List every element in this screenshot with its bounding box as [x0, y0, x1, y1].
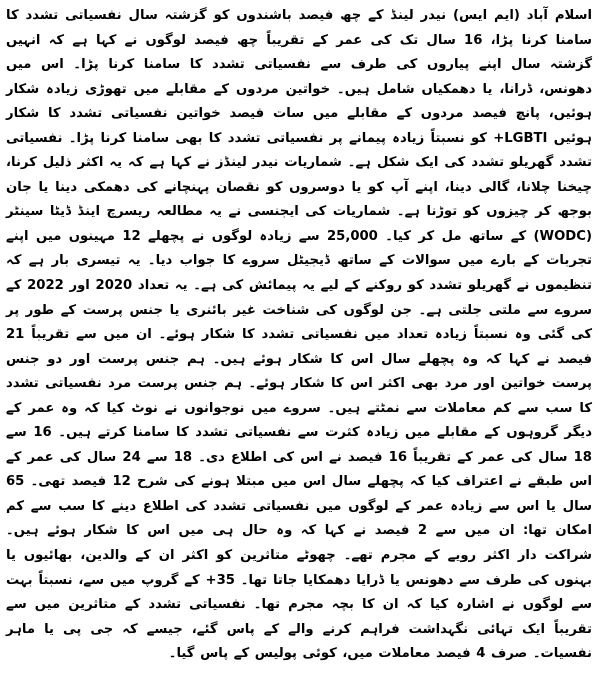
article-body-text: اسلام آباد (ایم ایس) نیدر لینڈ کے چھ فیصد باشندوں کو گزشتہ سال نفسیاتی تشدد کا سامنا کرنا پڑا، 16 سال تک کی عمر کے تقریباً چھ فیصد لوگوں نے کہا ہے کہ انہیں گزشتہ سال اپنے پیاروں کی طرف سے نفسیاتی تشدد کا سامنا کرنا پڑا۔ اس میں دھونس، ڈرانا، یا دھمکیاں شامل ہیں۔ خواتین مردوں کے مقابلے میں تھوڑی زیادہ شکار ہوئیں، پانچ فیصد مردوں کے مقابلے میں سات فیصد خواتین نفسیاتی تشدد کا شکار ہوئیں LGBTI+ کو نسبتاً زیادہ پیمانے پر نفسیاتی تشدد کا بھی سامنا کرنا پڑا۔ نفسیاتی تشدد گھریلو تشدد کی ایک شکل ہے۔ شماریات نیدر لینڈز نے کہا ہے کہ یہ اکثر ذلیل کرنا، چیخنا چلانا، گالی دینا، اپنے آپ کو یا دوسروں کو نقصان پہنچانے کی دھمکی دینا یا جان بوجھ کر چیزوں کو توڑنا ہے۔ شماریات کی ایجنسی نے یہ مطالعہ ریسرچ اینڈ ڈیٹا سینٹر (WODC) کے ساتھ مل کر کیا۔ 25,000 سے زیادہ لوگوں نے پچھلے 12 مہینوں میں اپنے تجربات کے بارے میں سوالات کے ساتھ ڈیجیٹل سروے کا جواب دیا۔ یہ تیسری بار ہے کہ تنظیموں نے گھریلو تشدد کو روکنے کے لیے یہ پیمائش کی ہے۔ یہ تعداد 2020 اور 2022 کے سروے سے ملتی جلتی ہے۔ جن لوگوں کی شناخت غیر بائنری یا جنس پرست کے طور پر کی گئی وہ نسبتاً زیادہ تعداد میں نفسیاتی تشدد کا شکار ہوئے۔ ان میں سے تقریباً 21 فیصد نے کہا کہ وہ پچھلے سال اس کا شکار ہوئے ہیں۔ ہم جنس پرست اور دو جنس پرست خواتین اور مرد بھی اکثر اس کا شکار ہوئے۔ ہم جنس پرست مرد نفسیاتی تشدد کا سب سے کم معاملات سے نمٹتے ہیں۔ سروے میں نوجوانوں نے نوٹ کیا کہ وہ عمر کے دیگر گروہوں کے مقابلے میں زیادہ کثرت سے نفسیاتی تشدد کا سامنا کرتے ہیں۔ 16 سے 18 سال کی عمر کے تقریباً 16 فیصد نے اس کی اطلاع دی۔ 18 سے 24 سال کی عمر کے اس طبقے نے اعتراف کیا کہ پچھلے سال اس میں مبتلا ہونے کی شرح 12 فیصد تھی۔ 65 سال یا اس سے زیادہ عمر کے لوگوں میں نفسیاتی تشدد کی اطلاع دینے کا سب سے کم امکان تھا: ان میں سے 2 فیصد نے کہا کہ وہ حال ہی میں اس کا شکار ہوئے ہیں۔ شراکت دار اکثر رویے کے مجرم تھے۔ چھوٹے متاثرین کو اکثر ان کے والدین، بھائیوں یا بہنوں کی طرف سے دھونس یا ڈرایا دھمکایا جاتا تھا۔ 35+ کے گروپ میں سے، نسبتاً بہت سے لوگوں نے اشارہ کیا کہ ان کا بچہ مجرم تھا۔ نفسیاتی تشدد کے متاثرین میں سے تقریباً ایک تہائی نگہداشت فراہم کرنے والے کے پاس گئے، جیسے کہ جی پی یا ماہر نفسیات۔ صرف 4 فیصد معاملات میں، کوئی پولیس کے پاس گیا۔	[6, 8, 593, 662]
